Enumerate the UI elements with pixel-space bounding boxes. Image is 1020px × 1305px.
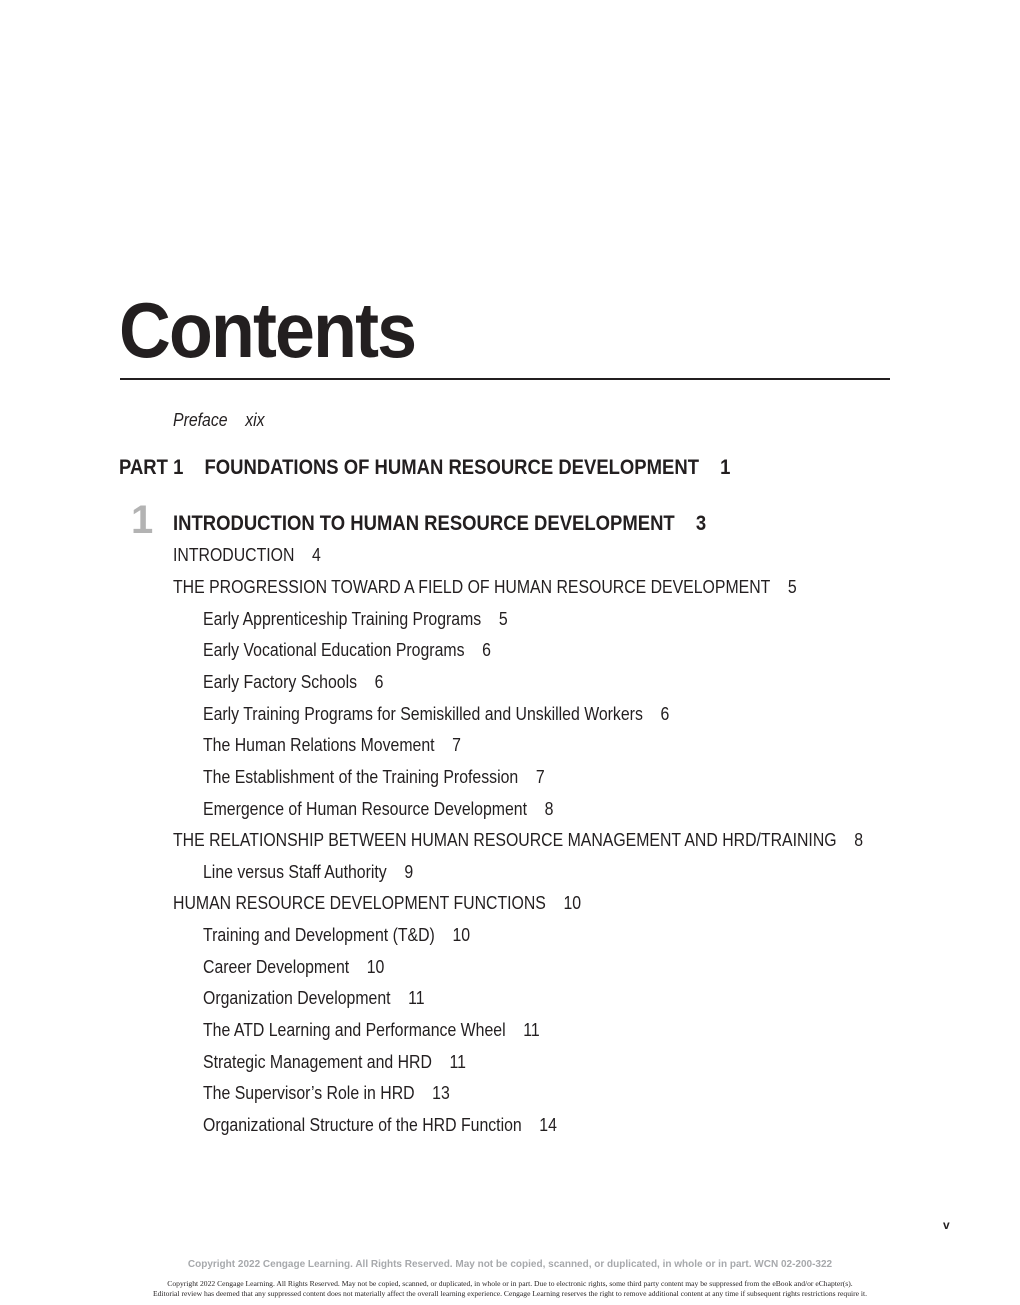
entry-page: 10 <box>452 925 471 945</box>
entry-page: 9 <box>404 862 414 882</box>
toc-subentry[interactable] <box>203 639 491 661</box>
entry-title: Strategic Management and HRD <box>203 1052 432 1072</box>
chapter-title: INTRODUCTION TO HUMAN RESOURCE DEVELOPMENT <box>173 512 675 535</box>
entry-title: Early Factory Schools <box>203 672 358 692</box>
entry-page: 8 <box>854 830 864 850</box>
entry-page: xix <box>245 410 265 430</box>
toc-subentry[interactable] <box>203 956 384 978</box>
page-title: Contents <box>119 286 416 374</box>
entry-title: THE RELATIONSHIP BETWEEN HUMAN RESOURCE MANAGEMENT AND HRD/TRAINING <box>173 830 837 850</box>
entry-title: Early Vocational Education Programs <box>203 640 465 660</box>
toc-subentry[interactable] <box>203 1019 540 1041</box>
entry-title: The Establishment of the Training Profession <box>203 767 519 787</box>
page-folio: v <box>943 1218 950 1232</box>
toc-subentry[interactable] <box>203 1082 450 1104</box>
entry-title: Training and Development (T&D) <box>203 925 435 945</box>
toc-subentry[interactable] <box>203 861 413 883</box>
toc-subentry[interactable] <box>203 608 508 630</box>
entry-title: THE PROGRESSION TOWARD A FIELD OF HUMAN RESOURCE DEVELOPMENT <box>173 577 771 597</box>
entry-title: Line versus Staff Authority <box>203 862 387 882</box>
entry-title: HUMAN RESOURCE DEVELOPMENT FUNCTIONS <box>173 893 546 913</box>
entry-page: 6 <box>660 704 670 724</box>
entry-page: 11 <box>408 988 425 1008</box>
entry-title: Preface <box>173 410 228 430</box>
part-label: PART 1 <box>119 456 184 479</box>
part-title: FOUNDATIONS OF HUMAN RESOURCE DEVELOPMENT <box>204 456 700 479</box>
entry-page: 11 <box>523 1020 540 1040</box>
entry-page: 7 <box>452 735 461 755</box>
toc-subentry[interactable] <box>203 703 669 725</box>
copyright-line: Copyright 2022 Cengage Learning. All Rights Reserved. May not be copied, scanned, or duplicated, in whole or in part. Due to electronic rights, some third party content may be suppressed from the eBook and/or eChapter(s). <box>167 1279 853 1288</box>
part-page: 1 <box>720 456 731 479</box>
entry-title: Early Apprenticeship Training Programs <box>203 609 482 629</box>
entry-page: 6 <box>374 672 384 692</box>
toc-entry[interactable] <box>173 829 863 851</box>
toc-subentry[interactable] <box>203 987 425 1009</box>
entry-page: 6 <box>482 640 491 660</box>
entry-page: 5 <box>787 577 797 597</box>
toc-entry[interactable] <box>173 892 581 914</box>
entry-page: 10 <box>366 957 385 977</box>
entry-title: The ATD Learning and Performance Wheel <box>203 1020 506 1040</box>
toc-chapter-heading[interactable] <box>173 511 706 537</box>
copyright-line: Editorial review has deemed that any suppressed content does not materially affect the overall learning experience. Cengage Learning reserves the right to remove additional content at any time if subsequent rights restrictions require it. <box>152 1289 868 1298</box>
entry-page: 14 <box>539 1115 557 1135</box>
copyright-watermark: Copyright 2022 Cengage Learning. All Rights Reserved. May not be copied, scanned, or duplicated, in whole or in part. WCN 02-200-322 <box>187 1259 833 1270</box>
toc-part-heading[interactable] <box>119 455 730 481</box>
entry-title: INTRODUCTION <box>173 545 295 565</box>
entry-page: 8 <box>544 799 554 819</box>
toc-entry-preface[interactable] <box>173 409 265 431</box>
entry-page: 4 <box>312 545 321 565</box>
entry-title: Early Training Programs for Semiskilled and Unskilled Workers <box>203 704 643 724</box>
copyright-notice <box>0 1279 1020 1299</box>
entry-title: Career Development <box>203 957 350 977</box>
chapter-page: 3 <box>695 512 707 535</box>
toc-entry[interactable] <box>173 576 797 598</box>
toc-entry[interactable] <box>173 544 321 566</box>
entry-page: 10 <box>563 893 582 913</box>
entry-page: 7 <box>535 767 545 787</box>
toc-subentry[interactable] <box>203 766 545 788</box>
toc-subentry[interactable] <box>203 1051 466 1073</box>
toc-subentry[interactable] <box>203 671 383 693</box>
chapter-number: 1 <box>131 498 154 542</box>
toc-subentry[interactable] <box>203 734 461 756</box>
entry-page: 11 <box>449 1052 466 1072</box>
toc-subentry[interactable] <box>203 798 553 820</box>
entry-title: The Human Relations Movement <box>203 735 435 755</box>
entry-title: The Supervisor’s Role in HRD <box>203 1083 415 1103</box>
title-rule <box>120 378 890 380</box>
toc-subentry[interactable] <box>203 924 470 946</box>
entry-title: Emergence of Human Resource Development <box>203 799 528 819</box>
toc-subentry[interactable] <box>203 1114 557 1136</box>
entry-title: Organizational Structure of the HRD Function <box>203 1115 522 1135</box>
entry-title: Organization Development <box>203 988 391 1008</box>
entry-page: 5 <box>498 609 508 629</box>
entry-page: 13 <box>432 1083 450 1103</box>
